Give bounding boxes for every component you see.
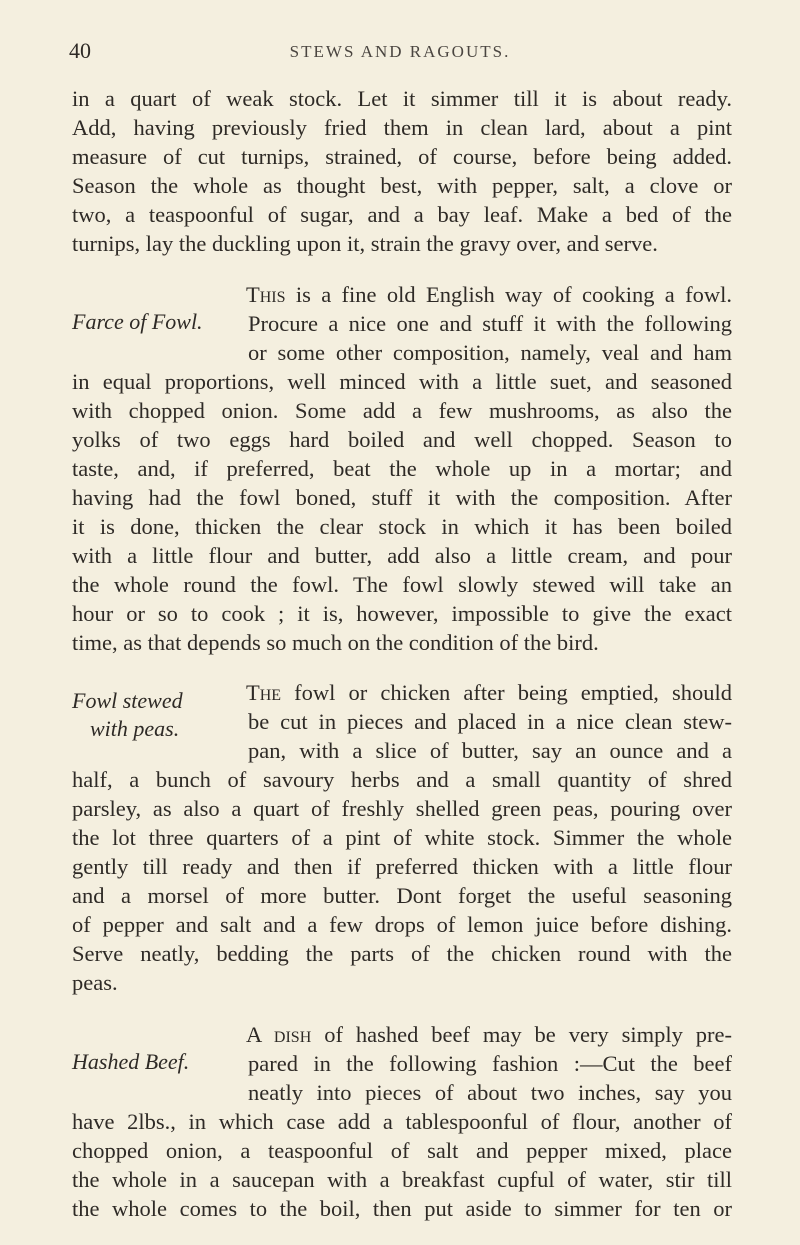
- text-line: of pepper and salt and a few drops of lemon juice before dishing.: [72, 912, 732, 937]
- text-line: Season the whole as thought best, with pepper, salt, a clove or: [72, 173, 732, 198]
- text-line: neatly into pieces of about two inches, say you: [248, 1080, 732, 1105]
- text-line: the whole in a saucepan with a breakfast cupful of water, stir till: [72, 1167, 732, 1192]
- text-line: chopped onion, a teaspoonful of salt and pepper mixed, place: [72, 1138, 732, 1163]
- lead-word: A dish: [246, 1022, 312, 1047]
- text-line: the lot three quarters of a pint of white stock. Simmer the whole: [72, 825, 732, 850]
- text-line: have 2lbs., in which case add a tablespoonful of flour, another of: [72, 1109, 732, 1134]
- margin-note: Hashed Beef.: [72, 1049, 190, 1074]
- running-head: STEWS AND RAGOUTS.: [289, 42, 511, 61]
- text-line: with chopped onion. Some add a few mushrooms, as also the: [72, 398, 732, 423]
- text-line: in equal proportions, well minced with a little suet, and seasoned: [72, 369, 732, 394]
- text-line: gently till ready and then if preferred thicken with a little flour: [72, 854, 732, 879]
- text-line: pan, with a slice of butter, say an ounce and a: [248, 738, 732, 763]
- text-line: time, as that depends so much on the condition of the bird.: [72, 630, 599, 655]
- text-line: parsley, as also a quart of freshly shelled green peas, pouring over: [72, 796, 732, 821]
- text-line: two, a teaspoonful of sugar, and a bay leaf. Make a bed of the: [72, 202, 732, 227]
- lead-word: The: [246, 680, 282, 705]
- text-line: Serve neatly, bedding the parts of the chicken round with the: [72, 941, 732, 966]
- text-line: hour or so to cook ; it is, however, impossible to give the exact: [72, 601, 732, 626]
- text-line: Add, having previously fried them in clean lard, about a pint: [72, 115, 732, 140]
- text-line: [246, 678, 732, 707]
- margin-note: Fowl stewed: [72, 688, 183, 713]
- text-line: taste, and, if preferred, beat the whole up in a mortar; and: [72, 456, 732, 481]
- text-line: it is done, thicken the clear stock in which it has been boiled: [72, 514, 732, 539]
- text-line: turnips, lay the duckling upon it, strain the gravy over, and serve.: [72, 231, 658, 256]
- text-line: the whole comes to the boil, then put aside to simmer for ten or: [72, 1196, 732, 1221]
- text-line: yolks of two eggs hard boiled and well chopped. Season to: [72, 427, 732, 452]
- text-line: [246, 1020, 732, 1049]
- margin-note: with peas.: [90, 716, 180, 741]
- page-number: 40: [69, 38, 91, 63]
- text-line: and a morsel of more butter. Dont forget the useful seasoning: [72, 883, 732, 908]
- text-line: with a little flour and butter, add also a little cream, and pour: [72, 543, 732, 568]
- margin-note: Farce of Fowl.: [72, 309, 203, 334]
- text-line: peas.: [72, 970, 118, 995]
- line-rest: fowl or chicken after being emptied, should: [294, 680, 732, 705]
- text-line: [246, 280, 732, 309]
- text-line: having had the fowl boned, stuff it with the composition. After: [72, 485, 732, 510]
- text-line: half, a bunch of savoury herbs and a small quantity of shred: [72, 767, 732, 792]
- text-line: pared in the following fashion :—Cut the beef: [248, 1051, 732, 1076]
- text-line: or some other composition, namely, veal and ham: [248, 340, 732, 365]
- text-line: measure of cut turnips, strained, of course, before being added.: [72, 144, 732, 169]
- text-line: be cut in pieces and placed in a nice clean stew-: [248, 709, 732, 734]
- lead-word: This: [246, 282, 286, 307]
- text-line: in a quart of weak stock. Let it simmer till it is about ready.: [72, 86, 732, 111]
- text-line: Procure a nice one and stuff it with the following: [248, 311, 732, 336]
- line-rest: of hashed beef may be very simply pre-: [324, 1022, 733, 1047]
- text-line: the whole round the fowl. The fowl slowly stewed will take an: [72, 572, 732, 597]
- line-rest: is a fine old English way of cooking a fowl.: [295, 282, 732, 307]
